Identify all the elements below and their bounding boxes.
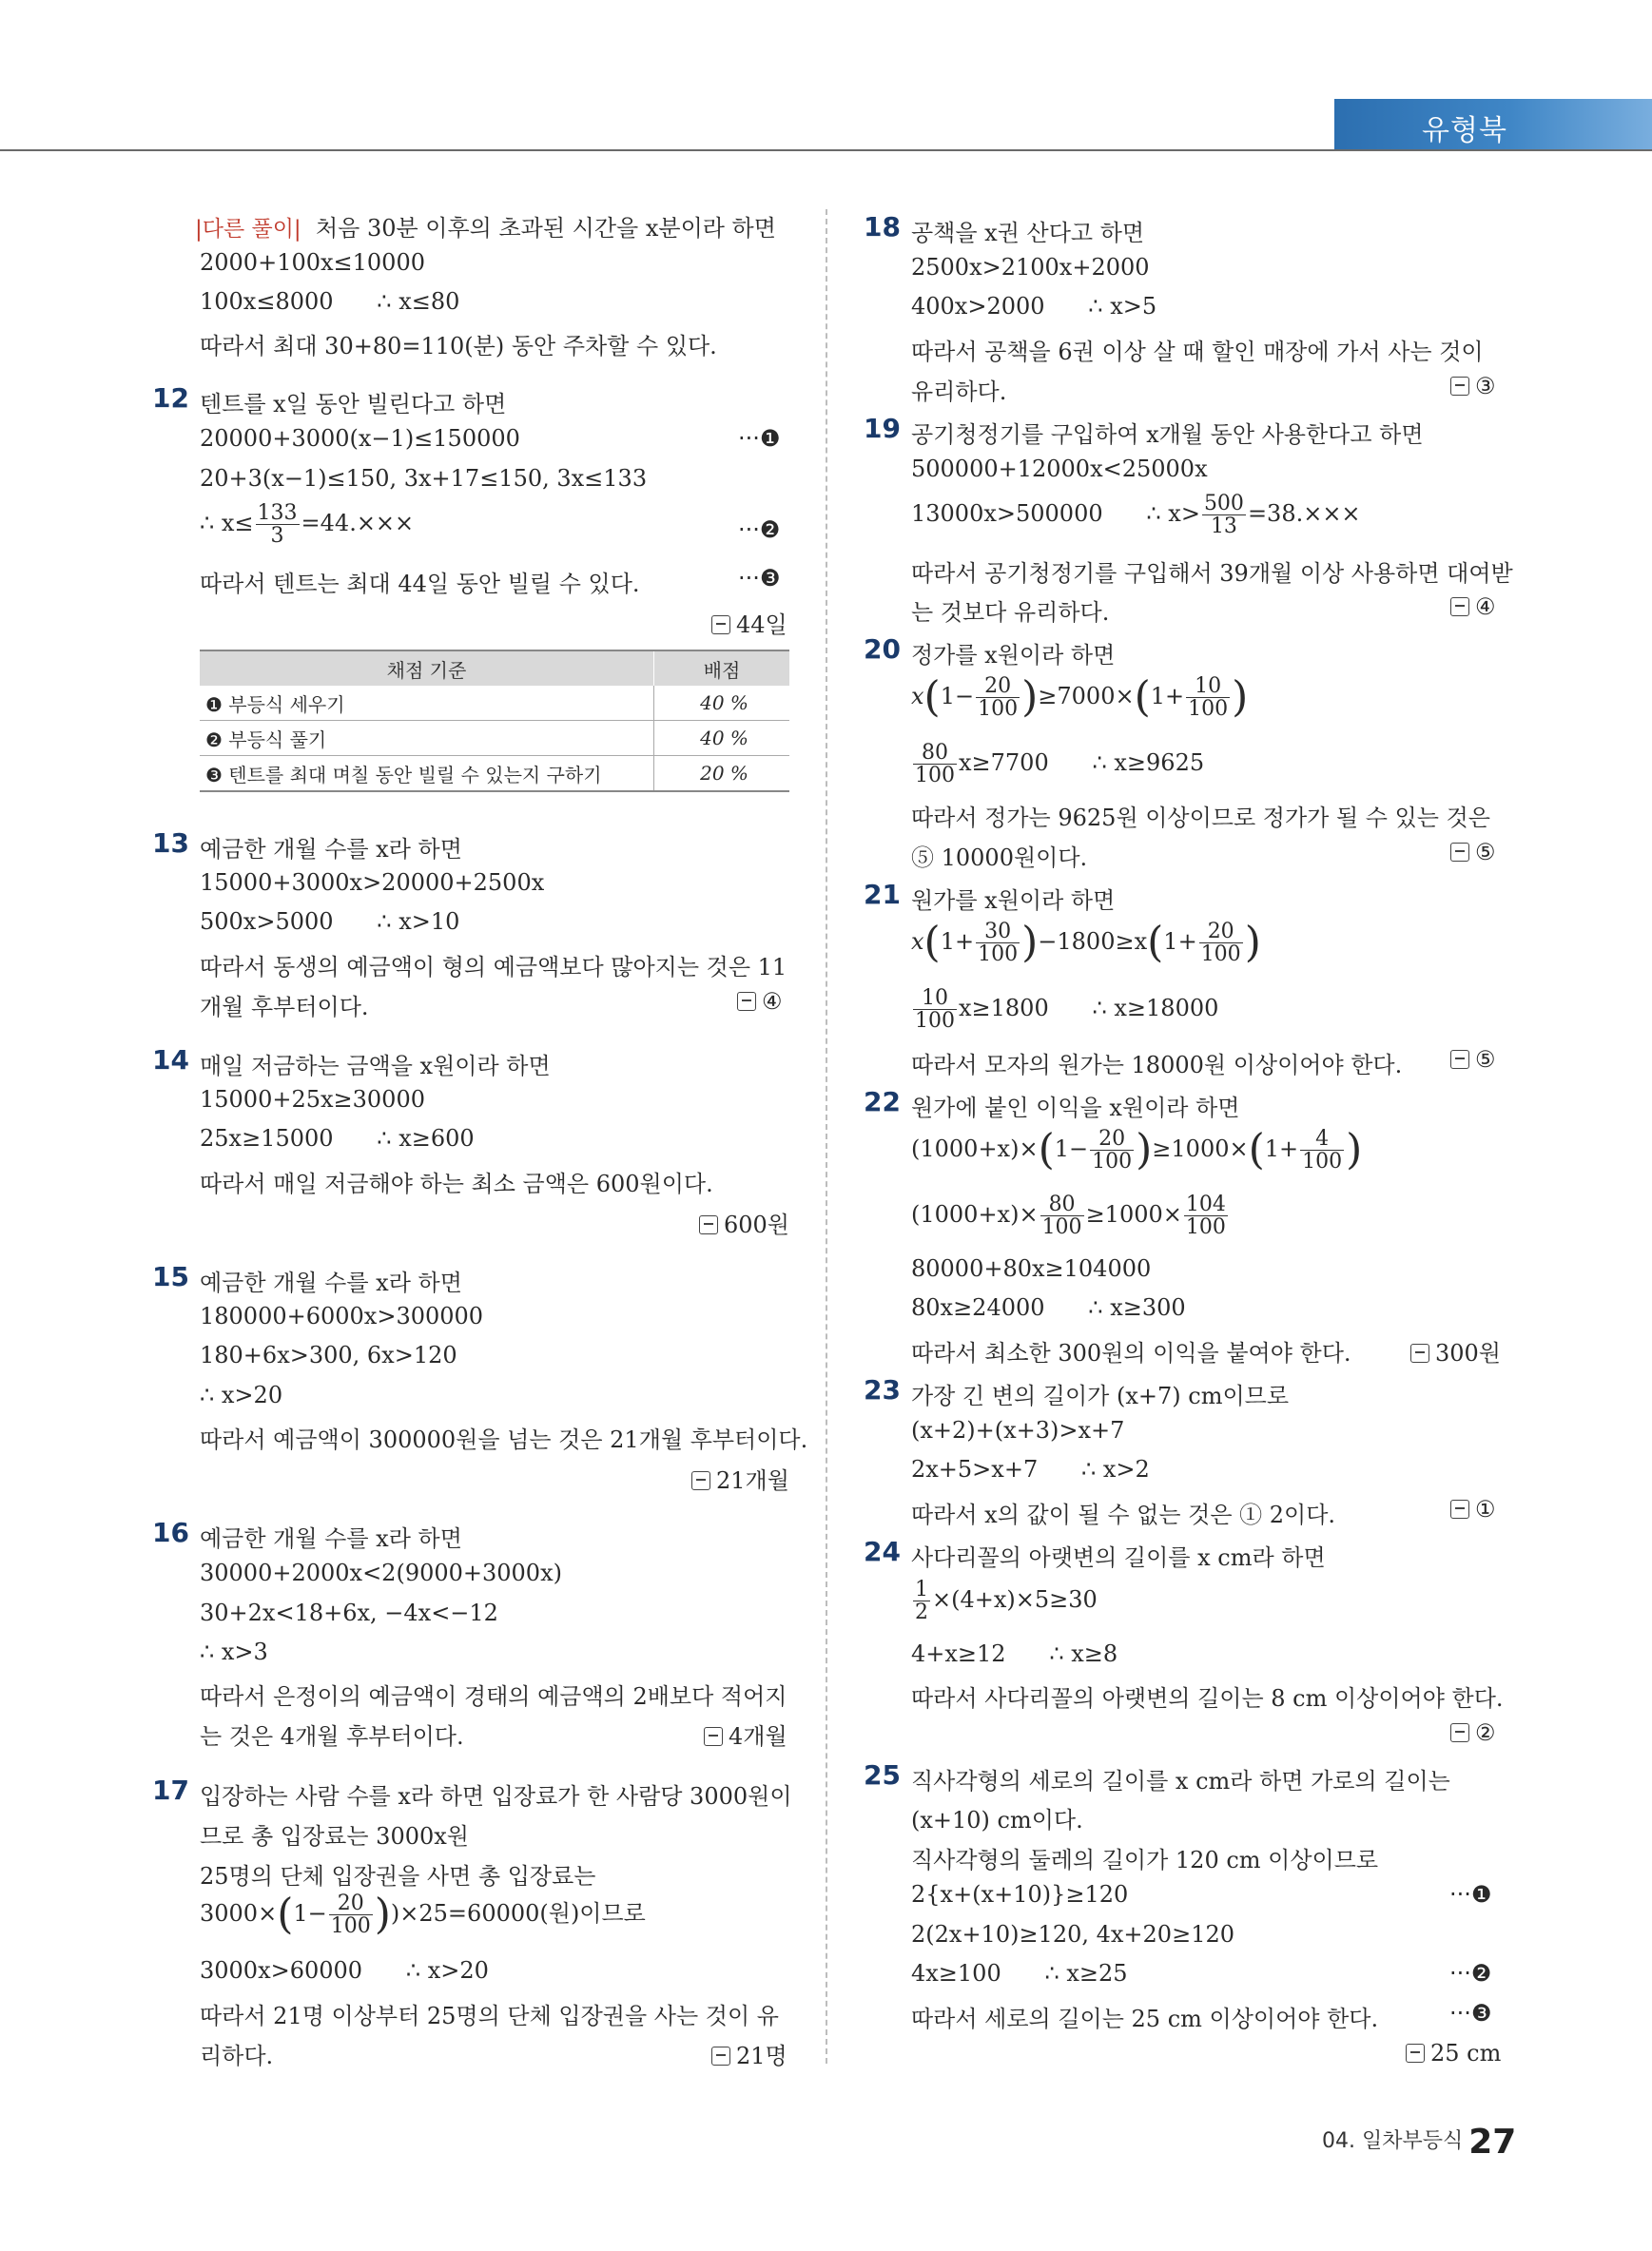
paren-open: ( <box>923 672 941 722</box>
numerator: 20 <box>329 1892 373 1915</box>
solution-line: 30+2x<18+6x, −4x<−12 <box>200 1600 498 1626</box>
problem-number: 15 <box>152 1261 189 1292</box>
answer-icon <box>1410 1344 1429 1363</box>
answer <box>711 606 787 639</box>
solution-line: 20+3(x−1)≤150, 3x+17≤150, 3x≤133 <box>200 465 648 492</box>
fraction <box>913 1579 930 1623</box>
fraction <box>329 1892 373 1937</box>
problem-number: 20 <box>864 633 901 665</box>
paren-close: ) <box>1232 672 1249 722</box>
denominator: 100 <box>1302 1150 1343 1174</box>
answer <box>1410 1334 1501 1368</box>
alt-solution-tag: |다른 풀이| <box>195 217 301 242</box>
numerator: 30 <box>976 921 1020 943</box>
solution-line: 따라서 정가는 9625원 이상이므로 정가가 될 수 있는 것은 <box>911 805 1490 831</box>
denominator: 2 <box>915 1601 928 1625</box>
solution-line: 따라서 텐트는 최대 44일 동안 빌릴 수 있다. <box>200 571 640 597</box>
numerator: 20 <box>1090 1128 1134 1151</box>
denominator: 100 <box>978 942 1019 967</box>
numerator: 1 <box>915 1578 928 1601</box>
answer <box>1450 1496 1496 1523</box>
math-text: ∴ x≤ <box>200 510 254 537</box>
answer <box>1406 2040 1501 2067</box>
solution-line: 따라서 예금액이 300000원을 넘는 것은 21개월 후부터이다. <box>200 1426 808 1453</box>
answer-value: ③ <box>1475 373 1496 399</box>
fraction <box>1090 1128 1134 1173</box>
solution-line: 가장 긴 변의 길이가 (x+7) cm이므로 <box>911 1383 1290 1409</box>
fraction <box>913 987 957 1032</box>
problem-number: 22 <box>864 1086 901 1117</box>
table-row <box>200 756 789 792</box>
solution-line: 므로 총 입장료는 3000x원 <box>200 1823 469 1850</box>
solution-line: 따라서 은정이의 예금액이 경태의 예금액의 2배보다 적어지 <box>200 1683 787 1710</box>
math-text: )×25=60000(원)이므로 <box>390 1900 646 1928</box>
section-tab <box>1334 99 1652 151</box>
solution-line: 예금한 개월 수를 x라 하면 <box>200 836 462 863</box>
fraction <box>1300 1128 1344 1173</box>
solution-line: 리하다. <box>200 2043 274 2069</box>
answer-icon <box>711 2047 730 2066</box>
problem-number: 24 <box>864 1536 901 1567</box>
math-text: ≥1000× <box>1152 1135 1249 1163</box>
numerator: 4 <box>1300 1128 1344 1151</box>
numerator: 80 <box>1040 1193 1084 1216</box>
step-mark: ···❷ <box>738 516 781 543</box>
table-row <box>200 721 789 756</box>
solution-line: 4x≥100 ∴ x≥25 <box>911 1960 1128 1987</box>
problem-number: 16 <box>152 1517 189 1548</box>
solution-line: 따라서 21명 이상부터 25명의 단체 입장권을 사는 것이 유 <box>200 2003 779 2029</box>
denominator: 100 <box>978 697 1019 722</box>
solution-line <box>911 987 1218 1032</box>
solution-line: 4+x≥12 ∴ x≥8 <box>911 1640 1118 1667</box>
solution-line: 텐트를 x일 동안 빌린다고 하면 <box>200 391 507 417</box>
solution-line <box>911 493 1361 537</box>
solution-line: 180000+6000x>300000 <box>200 1303 484 1329</box>
fraction <box>256 502 300 547</box>
answer-value: 600원 <box>724 1212 789 1238</box>
answer <box>1450 373 1496 399</box>
math-text: =44.××× <box>301 510 415 537</box>
denominator: 100 <box>1188 697 1229 722</box>
denominator: 100 <box>1185 1215 1226 1240</box>
solution-line <box>200 502 414 547</box>
solution-line: 따라서 모자의 원가는 18000원 이상이어야 한다. <box>911 1052 1403 1078</box>
math-text: x≥7700 ∴ x≥9625 <box>959 749 1205 777</box>
answer <box>1450 1719 1496 1746</box>
solution-line: 2{x+(x+10)}≥120 <box>911 1881 1129 1908</box>
step-mark: ···❸ <box>738 565 781 592</box>
solution-line: 2(2x+10)≥120, 4x+20≥120 <box>911 1921 1234 1948</box>
solution-line: 따라서 동생의 예금액이 형의 예금액보다 많아지는 것은 11 <box>200 954 787 980</box>
fraction <box>913 742 957 786</box>
solution-line <box>911 1579 1098 1623</box>
solution-line: 15000+25x≥30000 <box>200 1086 425 1113</box>
problem-number: 12 <box>152 382 189 414</box>
answer-icon <box>737 992 756 1011</box>
answer-value: ⑤ <box>1475 839 1496 865</box>
solution-line: 25x≥15000 ∴ x≥600 <box>200 1125 475 1152</box>
solution-line: 유리하다. <box>911 378 1007 405</box>
answer-value: 300원 <box>1435 1340 1501 1367</box>
paren-close: ) <box>374 1890 391 1939</box>
solution-line: 180+6x>300, 6x>120 <box>200 1342 457 1368</box>
solution-line: 400x>2000 ∴ x>5 <box>911 293 1157 320</box>
math-text: 1− <box>293 1900 327 1928</box>
answer-value: 21개월 <box>716 1467 789 1494</box>
math-text: ≥7000× <box>1038 683 1135 710</box>
problem-number: 18 <box>864 211 901 243</box>
answer <box>691 1462 789 1495</box>
solution-line: 따라서 공기청정기를 구입해서 39개월 이상 사용하면 대여받 <box>911 560 1513 587</box>
solution-line: 2500x>2100x+2000 <box>911 254 1150 281</box>
solution-line: 500x>5000 ∴ x>10 <box>200 908 460 935</box>
solution-line: ⑤ 10000원이다. <box>911 844 1088 871</box>
math-text: x≥1800 ∴ x≥18000 <box>959 995 1219 1022</box>
math-text: (1000+x)× <box>911 1135 1039 1163</box>
answer <box>699 1206 789 1239</box>
solution-line: 원가에 붙인 이익을 x원이라 하면 <box>911 1095 1240 1121</box>
solution-line: 예금한 개월 수를 x라 하면 <box>200 1525 462 1552</box>
math-text: =38.××× <box>1247 500 1361 528</box>
solution-line: 15000+3000x>20000+2500x <box>200 869 545 896</box>
step-mark: ···❸ <box>1449 2000 1492 2027</box>
numerator: 20 <box>976 675 1020 698</box>
solution-line: 는 것보다 유리하다. <box>911 599 1110 626</box>
math-text: 1+ <box>1264 1135 1299 1163</box>
math-text: 1− <box>940 683 975 710</box>
table-cell: ❶ 부등식 세우기 <box>200 686 654 721</box>
answer-icon <box>1450 1723 1469 1742</box>
denominator: 100 <box>1092 1150 1133 1174</box>
solution-line <box>911 672 1249 722</box>
answer-value: ⑤ <box>1475 1046 1496 1073</box>
paren-close: ) <box>1021 672 1039 722</box>
answer-value: ① <box>1475 1496 1496 1523</box>
paren-open: ( <box>1147 918 1164 967</box>
problem-number: 17 <box>152 1775 189 1806</box>
fraction <box>1184 1193 1228 1238</box>
answer-value: 21명 <box>736 2043 787 2069</box>
solution-line: ∴ x>3 <box>200 1639 268 1665</box>
solution-line: 30000+2000x<2(9000+3000x) <box>200 1560 562 1586</box>
paren-close: ) <box>1244 918 1261 967</box>
answer <box>1450 593 1496 620</box>
solution-line: 직사각형의 세로의 길이를 x cm라 하면 가로의 길이는 <box>911 1768 1450 1795</box>
answer <box>1450 839 1496 865</box>
paren-close: ) <box>1021 918 1039 967</box>
column-divider <box>826 209 827 2064</box>
solution-line: 공기청정기를 구입하여 x개월 동안 사용한다고 하면 <box>911 421 1424 448</box>
solution-line: 공책을 x권 산다고 하면 <box>911 220 1145 246</box>
math-text: x <box>911 683 924 710</box>
paren-open: ( <box>277 1890 294 1939</box>
numerator: 10 <box>1186 675 1230 698</box>
solution-line <box>911 1125 1363 1174</box>
alt-line: 따라서 최대 30+80=110(분) 동안 주차할 수 있다. <box>200 333 717 359</box>
table-header: 배점 <box>654 650 790 686</box>
math-text: 13000x>500000 ∴ x> <box>911 500 1200 528</box>
answer-value: ④ <box>1475 593 1496 620</box>
solution-line: 매일 저금하는 금액을 x원이라 하면 <box>200 1053 551 1079</box>
solution-line: 80000+80x≥104000 <box>911 1255 1152 1282</box>
problem-number: 14 <box>152 1044 189 1076</box>
fraction <box>1186 675 1230 720</box>
math-text: ≥1000× <box>1085 1201 1182 1229</box>
paren-open: ( <box>923 918 941 967</box>
denominator: 100 <box>915 764 955 788</box>
step-mark: ···❶ <box>738 425 781 452</box>
answer <box>711 2037 787 2070</box>
fraction <box>1199 921 1243 965</box>
answer-value: 25 cm <box>1430 2040 1502 2067</box>
solution-line: 따라서 최소한 300원의 이익을 붙여야 한다. <box>911 1340 1351 1367</box>
solution-line: 500000+12000x<25000x <box>911 456 1208 482</box>
fraction <box>1202 493 1246 537</box>
problem-number: 21 <box>864 879 901 910</box>
numerator: 500 <box>1203 492 1244 515</box>
answer <box>704 1717 787 1751</box>
header-rule <box>0 149 1652 151</box>
answer-icon <box>1450 1500 1469 1519</box>
table-cell: ❸ 텐트를 최대 며칠 동안 빌릴 수 있는지 구하기 <box>200 756 654 792</box>
answer-icon <box>1450 597 1469 616</box>
math-text: 1− <box>1054 1135 1089 1163</box>
math-text: −1800≥x <box>1038 928 1148 956</box>
answer-icon <box>1450 377 1469 396</box>
denominator: 13 <box>1210 514 1237 539</box>
alt-line: 2000+100x≤10000 <box>200 249 425 276</box>
denominator: 3 <box>270 524 284 549</box>
solution-line: 는 것은 4개월 후부터이다. <box>200 1723 464 1750</box>
solution-line: 80x≥24000 ∴ x≥300 <box>911 1294 1186 1321</box>
math-text: ×(4+x)×5≥30 <box>932 1586 1098 1614</box>
paren-open: ( <box>1248 1125 1265 1174</box>
numerator: 104 <box>1185 1193 1226 1216</box>
answer-icon <box>711 615 730 634</box>
solution-line: 예금한 개월 수를 x라 하면 <box>200 1270 462 1296</box>
solution-line <box>911 1193 1230 1238</box>
math-text: 1+ <box>940 928 975 956</box>
paren-close: ) <box>1136 1125 1153 1174</box>
solution-line: 원가를 x원이라 하면 <box>911 887 1116 914</box>
denominator: 100 <box>1200 942 1241 967</box>
math-text: 3000× <box>200 1900 278 1928</box>
solution-line: (x+10) cm이다. <box>911 1807 1083 1834</box>
answer-value: ④ <box>762 988 783 1015</box>
solution-line: 3000x>60000 ∴ x>20 <box>200 1957 489 1984</box>
answer-value: ② <box>1475 1719 1496 1746</box>
table-header: 채점 기준 <box>200 650 654 686</box>
table-cell: 40 % <box>654 721 790 756</box>
answer-value: 44일 <box>736 611 787 638</box>
answer-icon <box>1450 1050 1469 1069</box>
solution-line: 따라서 세로의 길이는 25 cm 이상이어야 한다. <box>911 2006 1379 2032</box>
alt-text: 처음 30분 이후의 초과된 시간을 x분이라 하면 <box>315 215 776 242</box>
fraction <box>976 921 1020 965</box>
answer-icon <box>704 1727 723 1746</box>
solution-line: (x+2)+(x+3)>x+7 <box>911 1417 1125 1444</box>
solution-line: 따라서 x의 값이 될 수 없는 것은 ① 2이다. <box>911 1502 1336 1528</box>
solution-line: 직사각형의 둘레의 길이가 120 cm 이상이므로 <box>911 1847 1379 1873</box>
chapter-label: 04. 일차부등식 <box>1322 2129 1464 2153</box>
step-mark: ···❷ <box>1449 1960 1492 1987</box>
denominator: 100 <box>330 1914 371 1939</box>
math-text: (1000+x)× <box>911 1201 1039 1229</box>
numerator: 10 <box>913 987 957 1010</box>
table-cell: ❷ 부등식 풀기 <box>200 721 654 756</box>
alt-solution-line <box>195 209 776 243</box>
paren-open: ( <box>1038 1125 1055 1174</box>
page-number: 27 <box>1468 2123 1517 2162</box>
solution-line: 정가를 x원이라 하면 <box>911 642 1116 669</box>
paren-close: ) <box>1346 1125 1363 1174</box>
page-footer <box>1322 2123 1516 2162</box>
table-cell: 20 % <box>654 756 790 792</box>
section-tab-label: 유형북 <box>1422 114 1507 147</box>
numerator: 133 <box>257 501 298 525</box>
table-row <box>200 686 789 721</box>
solution-line: 따라서 사다리꼴의 아랫변의 길이는 8 cm 이상이어야 한다. <box>911 1685 1504 1712</box>
solution-line: 따라서 매일 저금해야 하는 최소 금액은 600원이다. <box>200 1171 713 1197</box>
math-text: 1+ <box>1163 928 1197 956</box>
step-mark: ···❶ <box>1449 1881 1492 1908</box>
numerator: 80 <box>913 742 957 765</box>
answer <box>737 988 783 1015</box>
solution-line: ∴ x>20 <box>200 1382 283 1408</box>
solution-line: 25명의 단체 입장권을 사면 총 입장료는 <box>200 1863 596 1890</box>
problem-number: 23 <box>864 1374 901 1406</box>
solution-line: 20000+3000(x−1)≤150000 <box>200 425 520 452</box>
answer-icon <box>1450 843 1469 862</box>
solution-line <box>911 918 1261 967</box>
answer <box>1450 1046 1496 1073</box>
fraction <box>976 675 1020 720</box>
answer-icon <box>691 1471 710 1490</box>
answer-icon <box>1406 2044 1425 2063</box>
fraction <box>1040 1193 1084 1238</box>
solution-line: 입장하는 사람 수를 x라 하면 입장료가 한 사람당 3000원이 <box>200 1783 792 1810</box>
solution-line: 개월 후부터이다. <box>200 994 369 1020</box>
denominator: 100 <box>1041 1215 1082 1240</box>
math-text: x <box>911 928 924 956</box>
solution-line: 사다리꼴의 아랫변의 길이를 x cm라 하면 <box>911 1544 1326 1571</box>
answer-value: 4개월 <box>729 1723 787 1750</box>
solution-line <box>911 742 1204 786</box>
numerator: 20 <box>1199 921 1243 943</box>
problem-number: 25 <box>864 1759 901 1791</box>
answer-icon <box>699 1215 718 1234</box>
alt-line: 100x≤8000 ∴ x≤80 <box>200 288 460 315</box>
solution-line: 2x+5>x+7 ∴ x>2 <box>911 1456 1150 1483</box>
denominator: 100 <box>915 1009 955 1034</box>
problem-number: 19 <box>864 413 901 444</box>
problem-number: 13 <box>152 827 189 859</box>
math-text: 1+ <box>1150 683 1185 710</box>
solution-line <box>200 1892 646 1937</box>
paren-open: ( <box>1134 672 1151 722</box>
scoring-table <box>200 650 789 792</box>
table-cell: 40 % <box>654 686 790 721</box>
solution-line: 따라서 공책을 6권 이상 살 때 할인 매장에 가서 사는 것이 <box>911 339 1484 365</box>
